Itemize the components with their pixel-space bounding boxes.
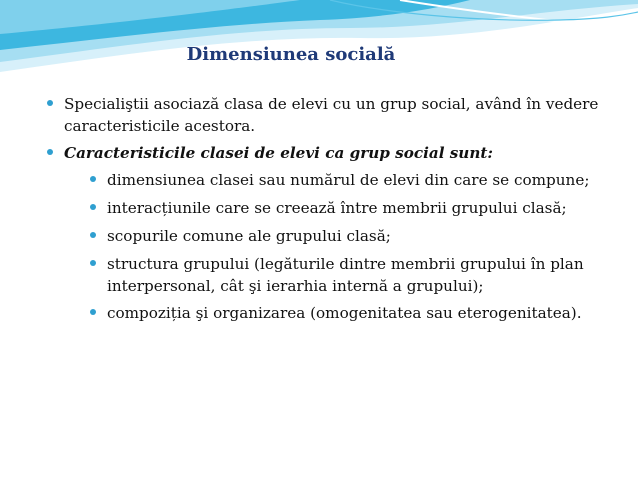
subbullet-text-2: interacțiunile care se creează între membrii grupului clasă; bbox=[107, 199, 567, 217]
bullet-dot bbox=[47, 149, 53, 155]
slide-title: Dimensiunea socială bbox=[186, 44, 396, 65]
subbullet-text-3: scopurile comune ale grupului clasă; bbox=[107, 227, 391, 245]
bullet-text-2: Caracteristicile clasei de elevi ca grup social sunt: bbox=[64, 144, 494, 162]
subbullet-dot bbox=[90, 204, 96, 210]
subbullet-text-4: structura grupului (legăturile dintre membrii grupului în plan interpersonal, cât şi ierarhia internă a grupului); bbox=[107, 255, 584, 295]
header-wave-decoration bbox=[0, 0, 638, 80]
bullet-dot bbox=[47, 100, 53, 106]
subbullet-text-5: compoziția şi organizarea (omogenitatea sau eterogenitatea). bbox=[107, 304, 582, 322]
bullet-text-1: Specialiştii asociază clasa de elevi cu un grup social, având în vedere caracteristicile acestora. bbox=[64, 95, 599, 135]
subbullet-dot bbox=[90, 309, 96, 315]
subbullet-dot bbox=[90, 232, 96, 238]
subbullet-dot bbox=[90, 260, 96, 266]
subbullet-text-1: dimensiunea clasei sau numărul de elevi din care se compune; bbox=[107, 171, 590, 189]
subbullet-dot bbox=[90, 176, 96, 182]
